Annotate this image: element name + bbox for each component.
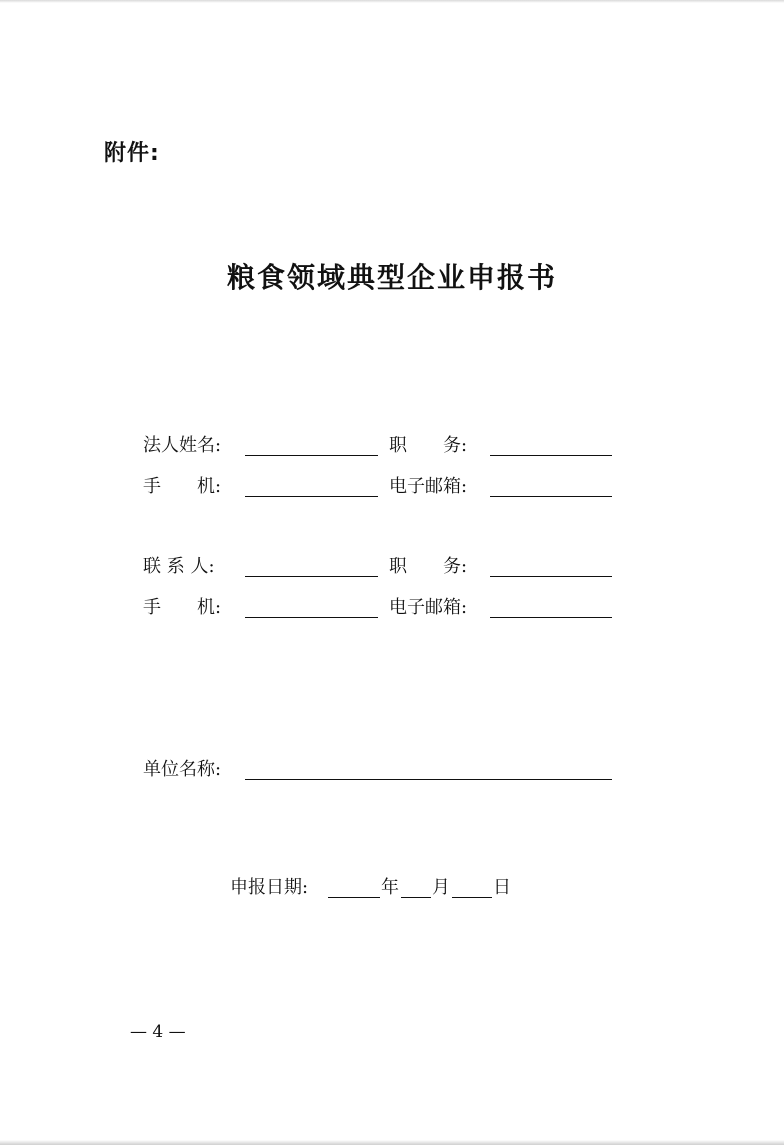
contact-name-label: 联 系 人: <box>143 556 215 577</box>
legal-rep-row-1 <box>0 432 784 460</box>
date-day-field[interactable] <box>452 897 492 898</box>
attachment-label: 附件: <box>104 141 160 166</box>
application-date-row <box>0 874 784 904</box>
contact-position-label: 职 务: <box>389 556 468 577</box>
date-day-unit: 日 <box>493 877 511 898</box>
contact-name-field[interactable] <box>245 576 378 577</box>
document-title: 粮食领域典型企业申报书 <box>226 261 557 294</box>
contact-phone-label: 手 机: <box>143 597 222 618</box>
page-number: — 4 — <box>130 1022 186 1042</box>
legal-position-field[interactable] <box>490 455 612 456</box>
legal-phone-field[interactable] <box>245 496 378 497</box>
date-year-field[interactable] <box>328 897 380 898</box>
org-name-row <box>0 756 784 784</box>
date-year-unit: 年 <box>381 877 399 898</box>
scan-edge-top <box>0 0 784 3</box>
scan-edge-bottom <box>0 1140 784 1145</box>
date-month-field[interactable] <box>401 897 431 898</box>
legal-email-field[interactable] <box>490 496 612 497</box>
contact-phone-field[interactable] <box>245 617 378 618</box>
legal-position-label: 职 务: <box>389 435 468 456</box>
contact-position-field[interactable] <box>490 576 612 577</box>
legal-phone-label: 手 机: <box>143 476 222 497</box>
legal-email-label: 电子邮箱: <box>389 476 468 497</box>
date-label: 申报日期: <box>230 877 309 898</box>
org-name-field[interactable] <box>245 779 612 780</box>
legal-rep-row-2 <box>0 473 784 501</box>
contact-email-field[interactable] <box>490 617 612 618</box>
contact-row-2 <box>0 594 784 622</box>
legal-name-field[interactable] <box>245 455 378 456</box>
date-month-unit: 月 <box>432 877 450 898</box>
contact-row-1 <box>0 553 784 581</box>
org-name-label: 单位名称: <box>143 759 222 780</box>
legal-name-label: 法人姓名: <box>143 435 222 456</box>
contact-email-label: 电子邮箱: <box>389 597 468 618</box>
